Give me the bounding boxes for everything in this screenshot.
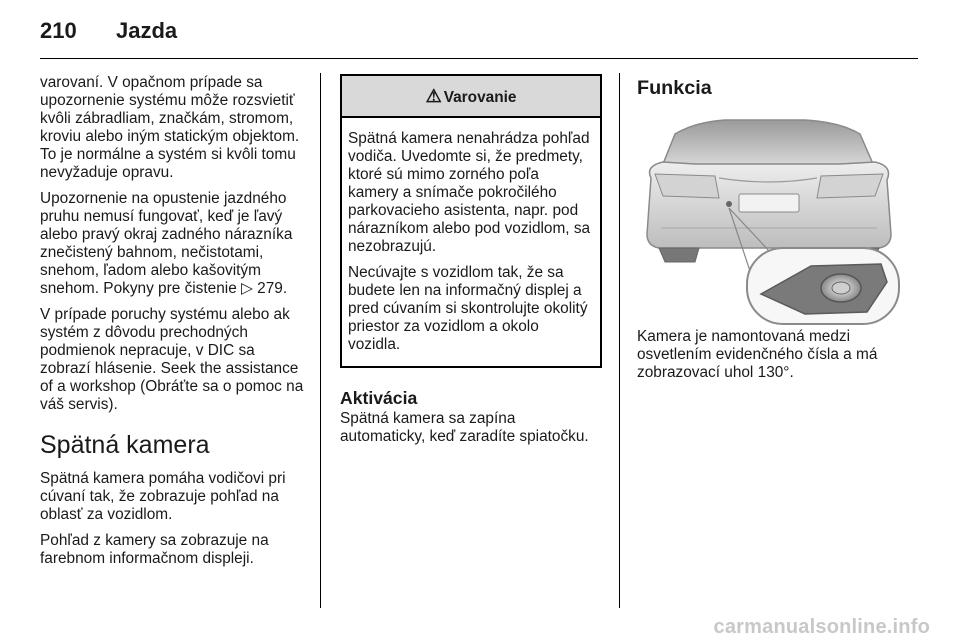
warning-paragraph-2: Necúvajte s vozidlom tak, že sa budete len na informačný displej a pred cúvaním si skontrolujte okolitý priestor za vozidlom a okolo vozidla.: [348, 264, 588, 353]
paragraph-system-fault: V prípade poruchy systému alebo ak systém z dôvodu prechodných podmienok nepracuje, v DIC sa zobrazí hlásenie. Seek the assistance of a workshop (Obráťte sa o pomoc na váš servis).: [40, 306, 304, 413]
paragraph-warning-continuation: varovaní. V opačnom prípade sa upozornenie systému môže rozsvietiť kvôli zábradliam, značkám, stromom, kroviu alebo iným statickým objektom. To je normálne a systém si kvôli tomu nevyžaduje opravu.: [40, 74, 300, 181]
warning-triangle-icon: ⚠: [425, 86, 442, 106]
warning-box: [340, 74, 602, 368]
warning-paragraph-1: Spätná kamera nenahrádza pohľad vodiča. Uvedomte si, že predmety, ktoré sú mimo zorného poľa kamery a snímače pokročilého parkovacieho asistenta, napr. pod nárazníkom alebo pod vozidlom, sa nezobrazujú.: [348, 130, 591, 255]
page-reference-arrow-icon[interactable]: ▷: [241, 280, 253, 297]
column-divider-2: [619, 73, 620, 608]
heading-activation: Aktivácia: [340, 388, 418, 408]
section-title: Jazda: [116, 18, 178, 43]
warning-title-bar: [342, 76, 600, 118]
column-right: [637, 74, 917, 390]
rear-camera-illustration: [635, 116, 905, 328]
column-divider-1: [320, 73, 321, 608]
page-reference-link[interactable]: 279.: [257, 280, 288, 297]
paragraph-lane-departure-text: Upozornenie na opustenie jazdného pruhu nemusí fungovať, keď je ľavý alebo pravý okraj zadného nárazníka znečistený bahnom, nečistotami, snehom, ľadom alebo kašovitým snehom. Pokyny pre čistenie: [40, 190, 293, 297]
column-middle: [340, 74, 602, 454]
paragraph-camera-intro: Spätná kamera pomáha vodičovi pri cúvaní tak, že zobrazuje pohľad na oblasť za vozidlom.: [40, 470, 286, 523]
car-rear-camera-icon: [635, 116, 905, 328]
column-left: [40, 74, 308, 576]
figure-caption: Kamera je namontovaná medzi osvetlením evidenčného čísla a má zobrazovací uhol 130°.: [637, 328, 878, 381]
paragraph-activation: Spätná kamera sa zapína automaticky, keď zaradíte spiatočku.: [340, 410, 589, 445]
footer-watermark[interactable]: carmanualsonline.info: [713, 616, 930, 638]
paragraph-camera-display: Pohľad z kamery sa zobrazuje na farebnom informačnom displeji.: [40, 532, 269, 567]
heading-function: Funkcia: [637, 77, 712, 99]
header-rule: [40, 58, 918, 59]
paragraph-lane-departure: [40, 190, 308, 298]
page-number: 210: [40, 18, 77, 43]
heading-rear-camera: Spätná kamera: [40, 431, 210, 459]
warning-title: Varovanie: [443, 89, 517, 106]
warning-body: [342, 118, 600, 366]
